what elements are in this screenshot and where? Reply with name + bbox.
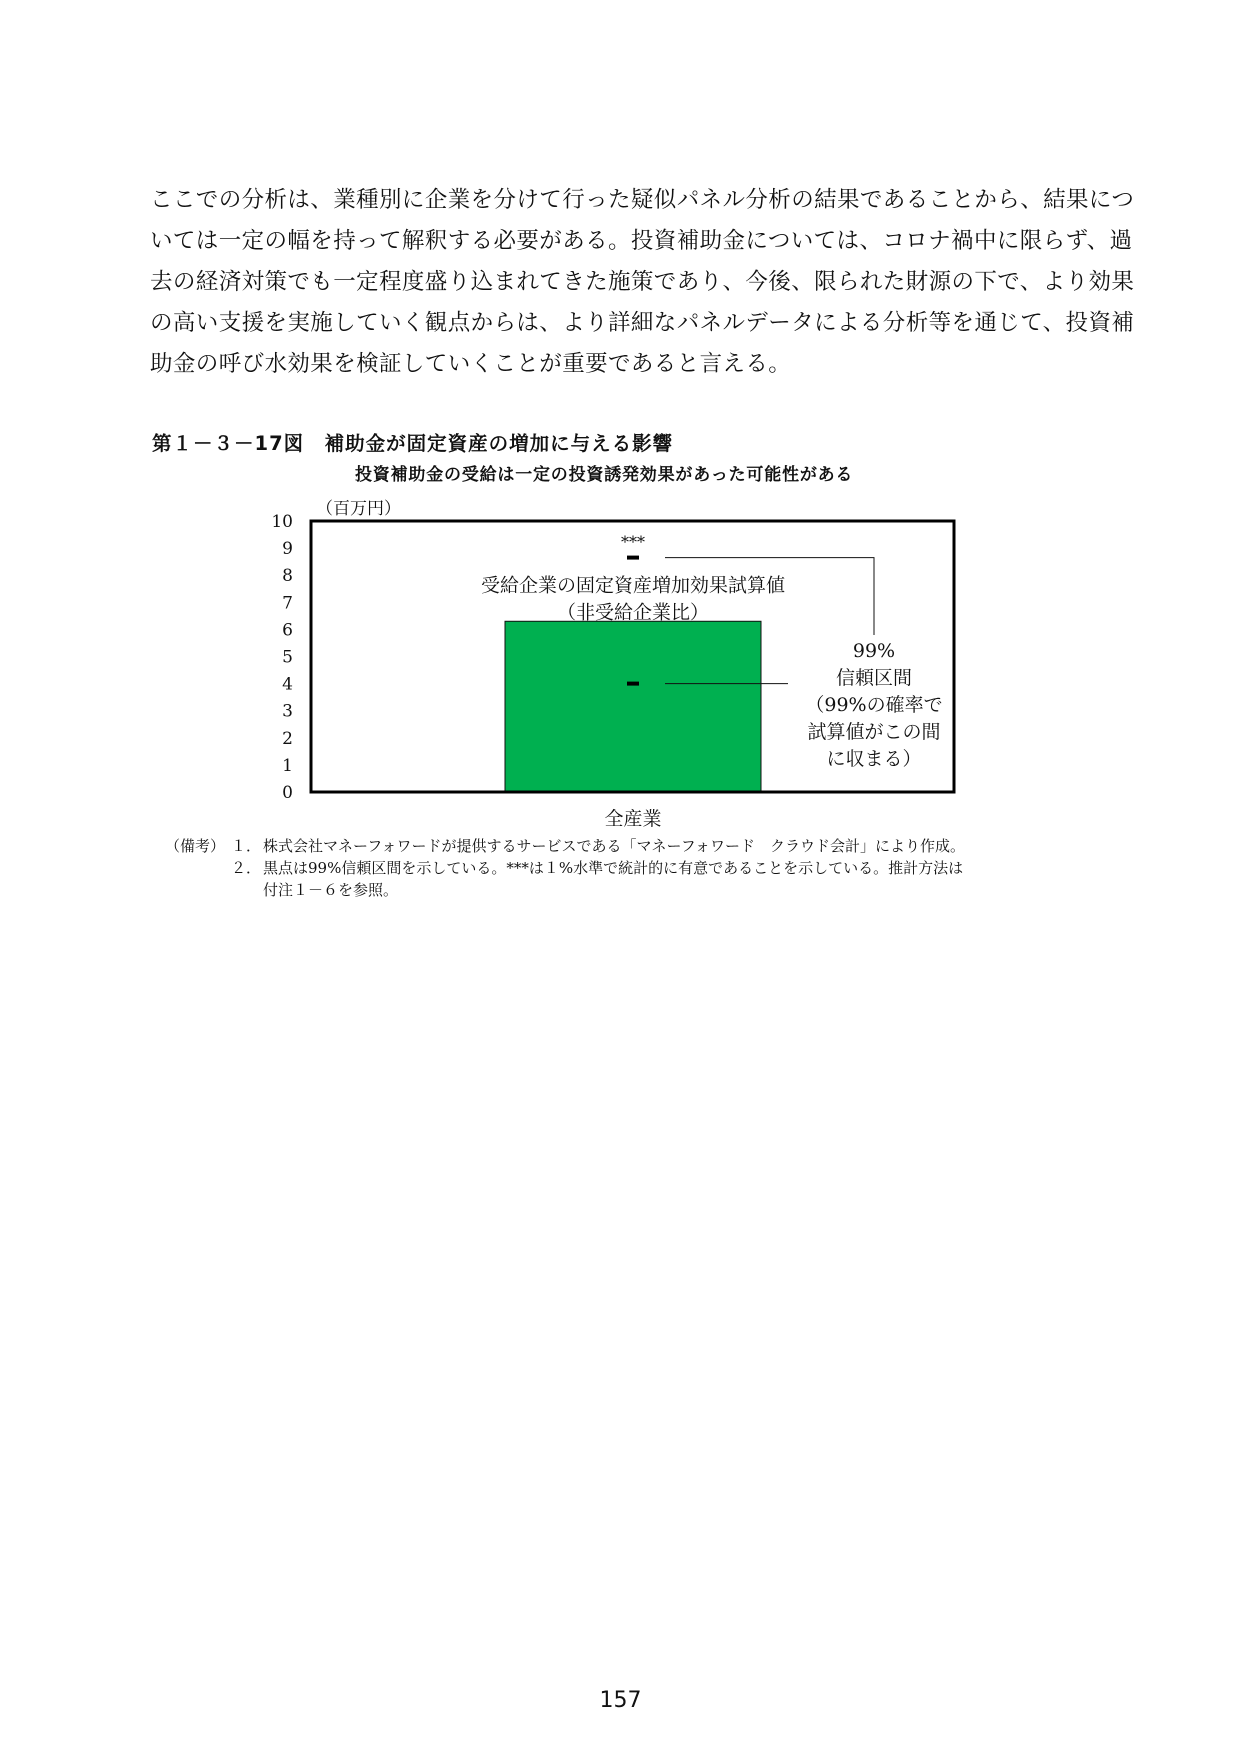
body-line: 助金の呼び水効果を検証していくことが重要であると言える。 xyxy=(150,351,792,377)
y-axis-unit-label: （百万円） xyxy=(316,499,401,519)
bar-label-line: （非受給企業比） xyxy=(556,601,710,624)
y-tick-label: 7 xyxy=(282,593,293,614)
page-number: 157 xyxy=(599,1688,642,1713)
y-tick-label: 2 xyxy=(282,728,293,749)
note-text: 黒点は99%信頼区間を示している。***は１%水準で統計的に有意であることを示している。推計方法は xyxy=(263,859,964,877)
y-tick-label: 10 xyxy=(271,512,293,532)
ci-label-line: （99%の確率で xyxy=(805,694,943,716)
bar-label-line: 受給企業の固定資産増加効果試算値 xyxy=(480,574,786,597)
y-tick-label: 5 xyxy=(282,647,293,668)
note-text: 株式会社マネーフォワードが提供するサービスである「マネーフォワード クラウド会計」により作成。 xyxy=(263,837,966,855)
significance-label: *** xyxy=(621,532,645,552)
y-tick-label: 8 xyxy=(282,566,293,587)
bar-chart xyxy=(0,0,1241,830)
note-text: 付注１－６を参照。 xyxy=(263,881,399,899)
y-tick-label: 0 xyxy=(282,783,293,803)
y-tick-label: 1 xyxy=(282,755,293,776)
body-line: の高い支援を実施していく観点からは、より詳細なパネルデータによる分析等を通じて、投資補 xyxy=(150,310,1135,336)
figure-subtitle: 投資補助金の受給は一定の投資誘発効果があった可能性がある xyxy=(355,465,854,485)
x-category-label: 全産業 xyxy=(604,808,662,830)
bar-all-industries xyxy=(505,621,761,792)
note-item xyxy=(165,857,965,879)
body-line: ここでの分析は、業種別に企業を分けて行った疑似パネル分析の結果であることから、結果につ xyxy=(150,187,1135,213)
ci-label-line: に収まる） xyxy=(826,748,922,770)
ci-label-line: 試算値がこの間 xyxy=(807,721,941,743)
notes xyxy=(165,835,965,901)
y-tick-label: 4 xyxy=(282,674,293,695)
note-item xyxy=(165,835,965,857)
ci-upper-marker xyxy=(627,556,639,560)
ci-label-line: 信頼区間 xyxy=(835,667,913,689)
y-tick-label: 3 xyxy=(282,701,293,722)
y-tick-labels xyxy=(271,512,293,803)
body-line: いては一定の幅を持って解釈する必要がある。投資補助金については、コロナ禍中に限らず、過 xyxy=(150,228,1133,254)
ci-label-line: 99% xyxy=(852,640,896,662)
y-tick-label: 6 xyxy=(282,620,293,641)
note-number: ２． xyxy=(231,859,262,877)
ci-label xyxy=(805,640,942,770)
body-line: 去の経済対策でも一定程度盛り込まれてきた施策であり、今後、限られた財源の下で、より効果 xyxy=(150,269,1135,295)
ci-lower-marker xyxy=(627,682,639,686)
y-tick-label: 9 xyxy=(282,539,293,560)
notes-prefix: （備考） xyxy=(165,837,226,855)
figure-title: 第１－３－17図 補助金が固定資産の増加に与える影響 xyxy=(152,432,674,455)
note-number: １． xyxy=(231,837,262,855)
